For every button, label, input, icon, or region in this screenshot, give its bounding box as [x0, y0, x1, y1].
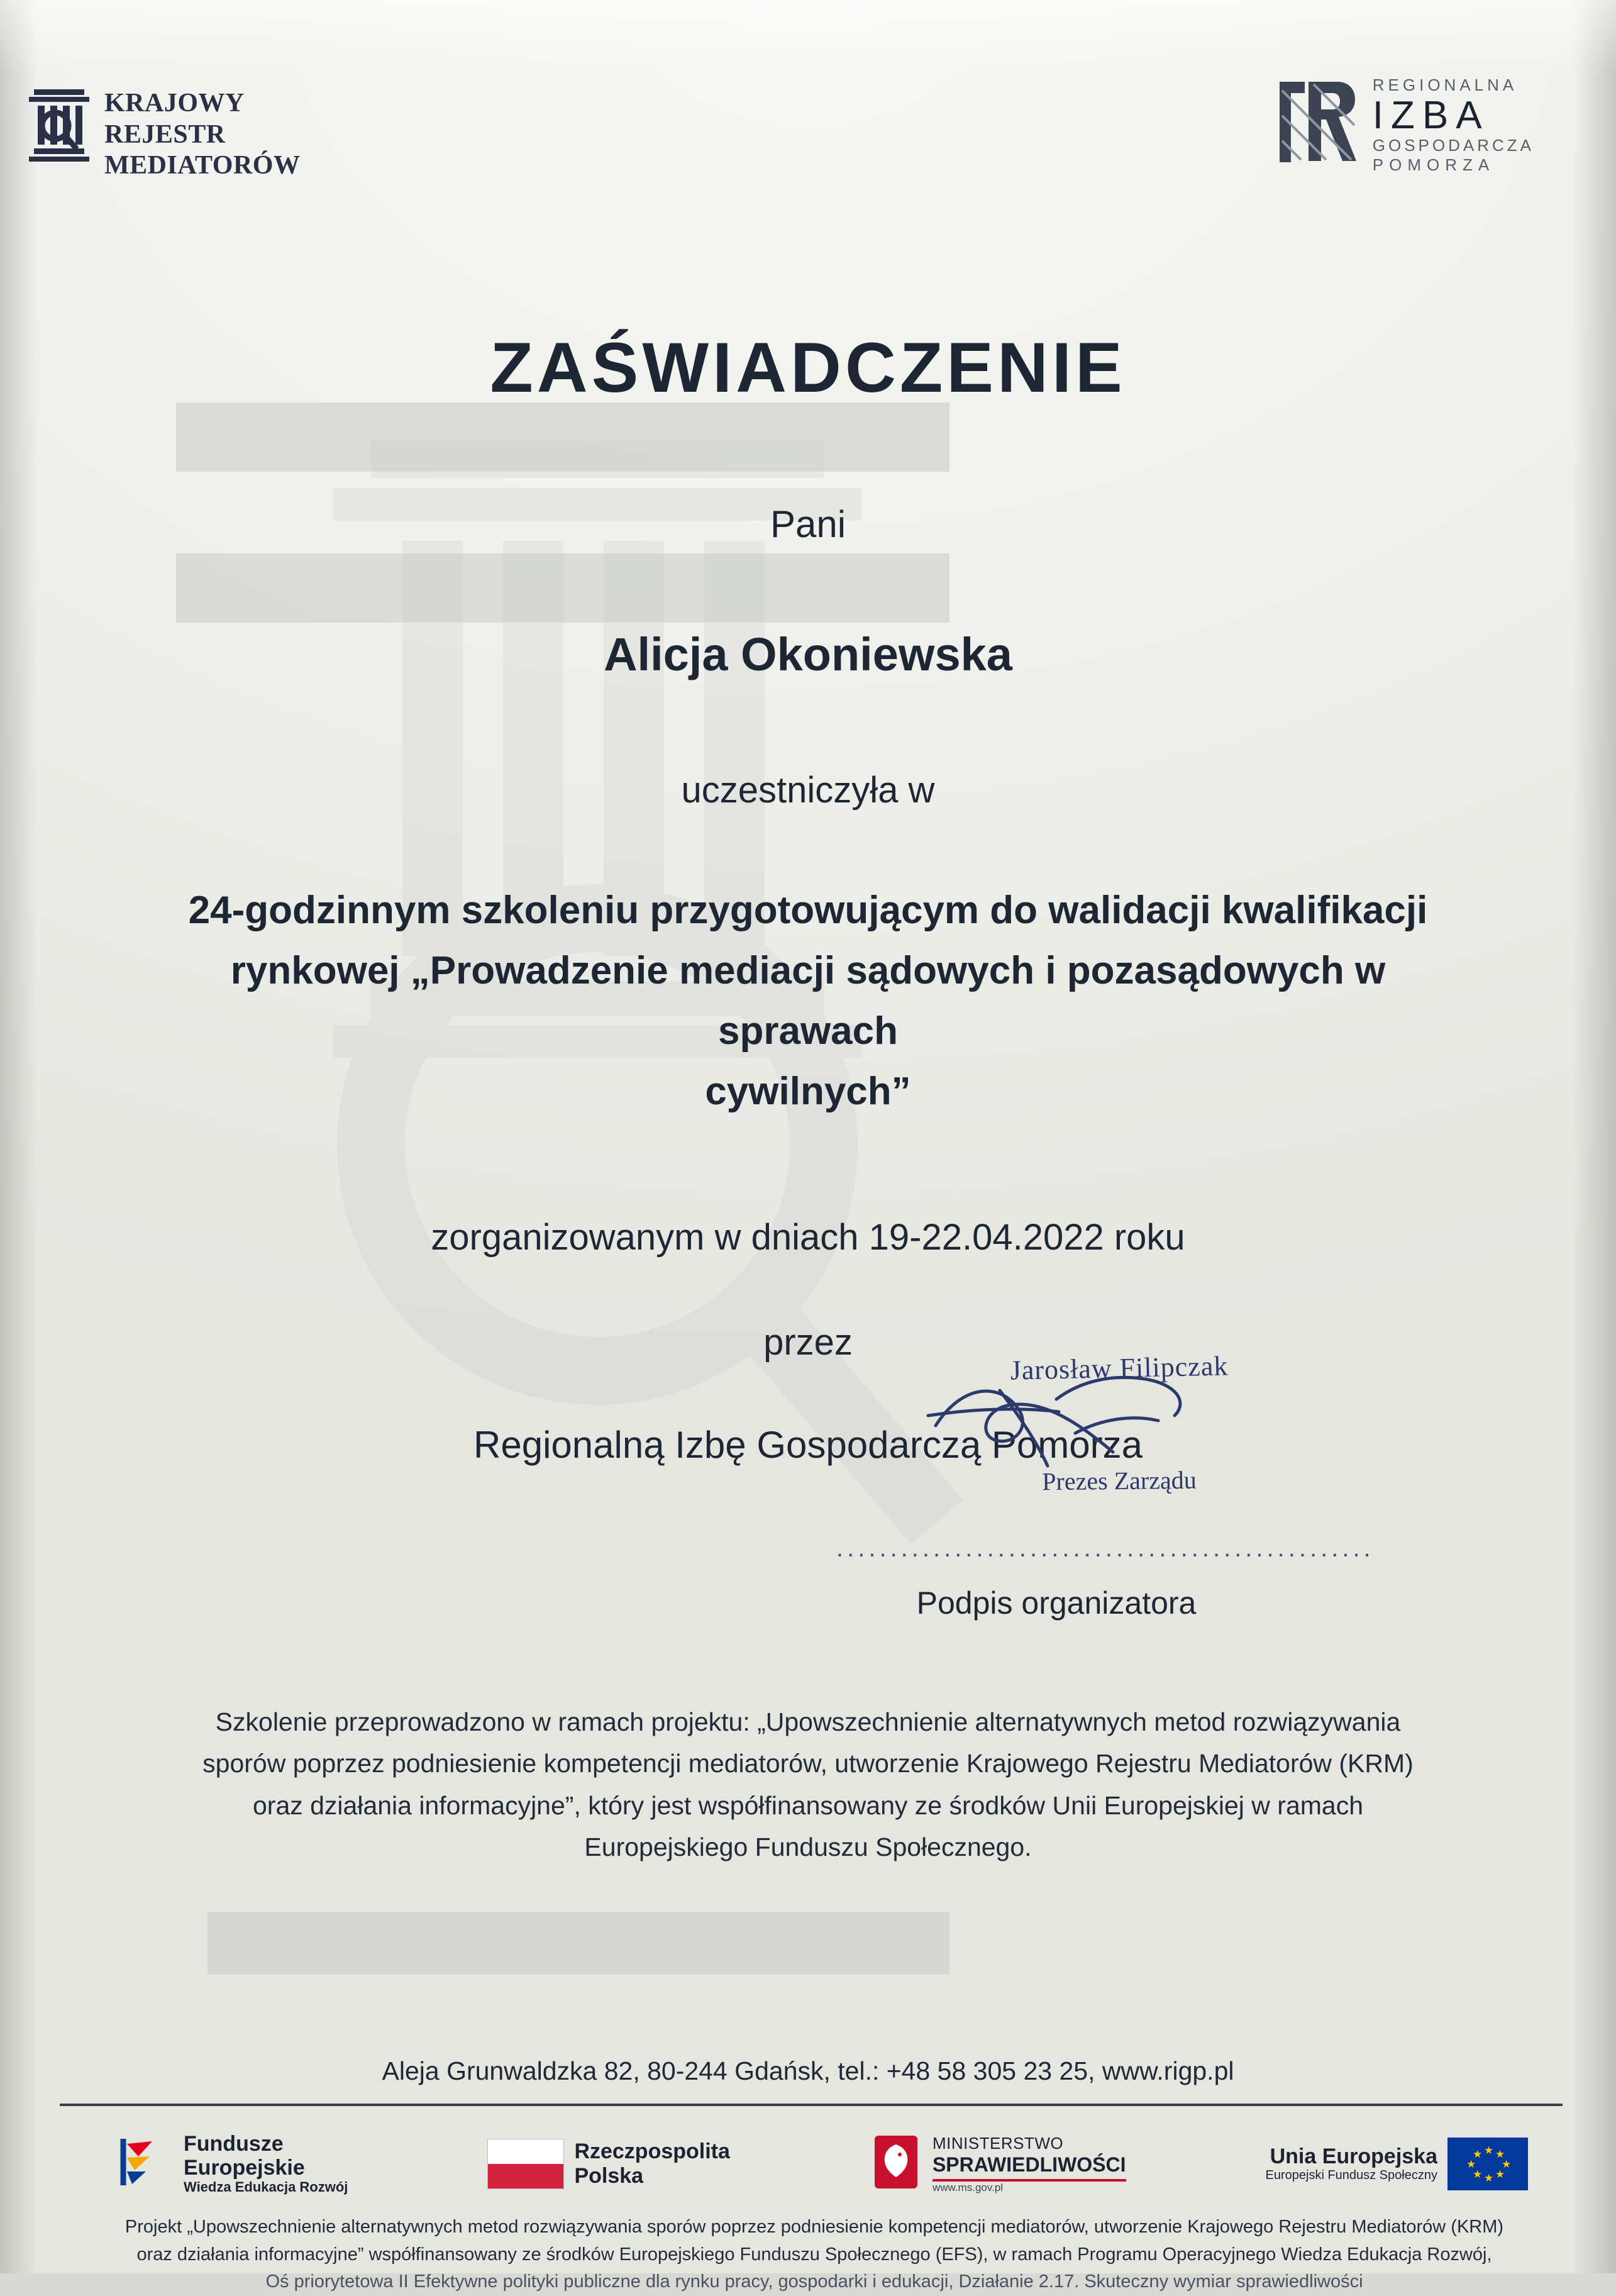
funds-line-3: Wiedza Edukacja Rozwój — [184, 2179, 348, 2195]
certificate-body — [107, 327, 1509, 1492]
logo-unia-europejska — [1266, 2138, 1528, 2190]
project-note-line-4: Europejskiego Funduszu Społecznego. — [584, 1833, 1032, 1862]
funds-star-icon — [113, 2135, 174, 2192]
rigp-line-3: GOSPODARCZA — [1372, 136, 1534, 155]
via-label: przez — [763, 1322, 853, 1363]
project-note — [170, 1701, 1446, 1868]
footer-note-line-3: Oś priorytetowa II Efektywne polityki publiczne dla rynku pracy, gospodarki i edukacji, Działanie 2.17. Skuteczny wymiar sprawiedliwości — [265, 2271, 1363, 2292]
krm-logo — [25, 88, 300, 182]
funds-line-1: Fundusze — [184, 2132, 284, 2156]
republic-label — [574, 2139, 729, 2187]
rigp-logo — [1276, 75, 1534, 175]
salutation: Pani — [770, 503, 846, 545]
ministry-line-1: MINISTERSTWO — [932, 2133, 1064, 2153]
handwritten-signature — [899, 1384, 1339, 1466]
funds-label — [184, 2132, 348, 2195]
course-line-3: cywilnych” — [705, 1070, 911, 1114]
logo-ministerstwo-sprawiedliwosci — [870, 2132, 1126, 2195]
funds-line-2: Europejskie — [184, 2156, 305, 2180]
logo-rzeczpospolita-polska — [487, 2139, 729, 2189]
scan-band-3 — [208, 1912, 949, 1975]
rigp-emblem-icon — [1276, 78, 1358, 172]
footer-logo-strip — [113, 2132, 1528, 2195]
project-note-line-1: Szkolenie przeprowadzono w ramach projektu: „Upowszechnienie alternatywnych metod rozwiązywania — [215, 1707, 1401, 1736]
footer-project-note — [113, 2214, 1515, 2296]
krm-logo-text — [104, 88, 300, 182]
republic-line-1: Rzeczpospolita — [574, 2139, 730, 2164]
krm-line-3: MEDIATORÓW — [104, 151, 301, 180]
course-description — [163, 880, 1453, 1122]
recipient-name: Alicja Okoniewska — [604, 628, 1012, 680]
paper-shadow-right — [1572, 0, 1616, 2273]
krm-line-1: KRAJOWY — [104, 89, 245, 118]
rigp-line-4: POMORZA — [1372, 155, 1495, 175]
footer-note-line-1: Projekt „Upowszechnienie alternatywnych metod rozwiązywania sporów poprzez podniesienie kompetencji mediatorów, utworzenie Krajowego Rejestru Mediatorów (KRM) — [125, 2217, 1504, 2237]
paper-highlight-top — [0, 0, 1616, 75]
footer-divider — [60, 2104, 1563, 2106]
eu-line-1: Unia Europejska — [1270, 2144, 1437, 2169]
eu-flag-icon: ★ ★ ★ ★ ★ ★ ★ ★ — [1447, 2138, 1528, 2190]
signatory-role: Prezes Zarządu — [1042, 1465, 1197, 1496]
krm-emblem-icon — [25, 88, 93, 164]
krm-line-2: REJESTR — [104, 119, 226, 149]
participation-label: uczestniczyła w — [681, 770, 935, 811]
poland-flag-icon — [487, 2139, 564, 2189]
ministry-line-2: SPRAWIEDLIWOŚCI — [932, 2153, 1126, 2176]
ministry-label — [933, 2134, 1126, 2194]
course-line-2: rynkowej „Prowadzenie mediacji sądowych i pozasądowych w sprawach — [230, 949, 1386, 1053]
project-note-line-3: oraz działania informacyjne”, który jest współfinansowany ze środków Unii Europejskiej w ramach — [252, 1790, 1364, 1820]
signature-dotted-line: .................................................. — [836, 1534, 1375, 1562]
signature-caption: Podpis organizatora — [916, 1585, 1197, 1621]
signature-block — [899, 1352, 1339, 1495]
course-line-1: 24-godzinnym szkoleniu przygotowującym do walidacji kwalifikacji — [188, 889, 1428, 932]
republic-line-2: Polska — [574, 2163, 644, 2188]
footer-note-line-2: oraz działania informacyjne” współfinansowany ze środków Europejskiego Funduszu Społecznego (EFS), w ramach Programu Operacyjnego Wiedza Edukacja Rozwój, — [136, 2244, 1492, 2265]
paper-shadow-left — [0, 0, 38, 2273]
rigp-line-1: REGIONALNA — [1372, 75, 1518, 94]
course-dates: zorganizowanym w dniach 19-22.04.2022 roku — [431, 1217, 1185, 1258]
organizer-name: Regionalną Izbę Gospodarczą Pomorza — [473, 1424, 1143, 1467]
polish-eagle-icon — [870, 2132, 922, 2195]
footer-address: Aleja Grunwaldzka 82, 80-244 Gdańsk, tel.: +48 58 305 23 25, www.rigp.pl — [382, 2056, 1234, 2085]
ministry-line-3: www.ms.gov.pl — [932, 2181, 1004, 2193]
page-title: ZAŚWIADCZENIE — [490, 328, 1126, 407]
eu-line-2: Europejski Fundusz Społeczny — [1265, 2168, 1437, 2183]
rigp-logo-text — [1373, 75, 1534, 175]
rigp-line-2: IZBA — [1372, 94, 1490, 137]
project-note-line-2: sporów poprzez podniesienie kompetencji mediatorów, utworzenie Krajowego Rejestru Mediatorów (KRM) — [202, 1749, 1414, 1778]
signatory-name: Jarosław Filipczak — [1010, 1350, 1229, 1386]
eu-label — [1266, 2144, 1437, 2182]
logo-funduszs-europejskie — [113, 2132, 348, 2195]
